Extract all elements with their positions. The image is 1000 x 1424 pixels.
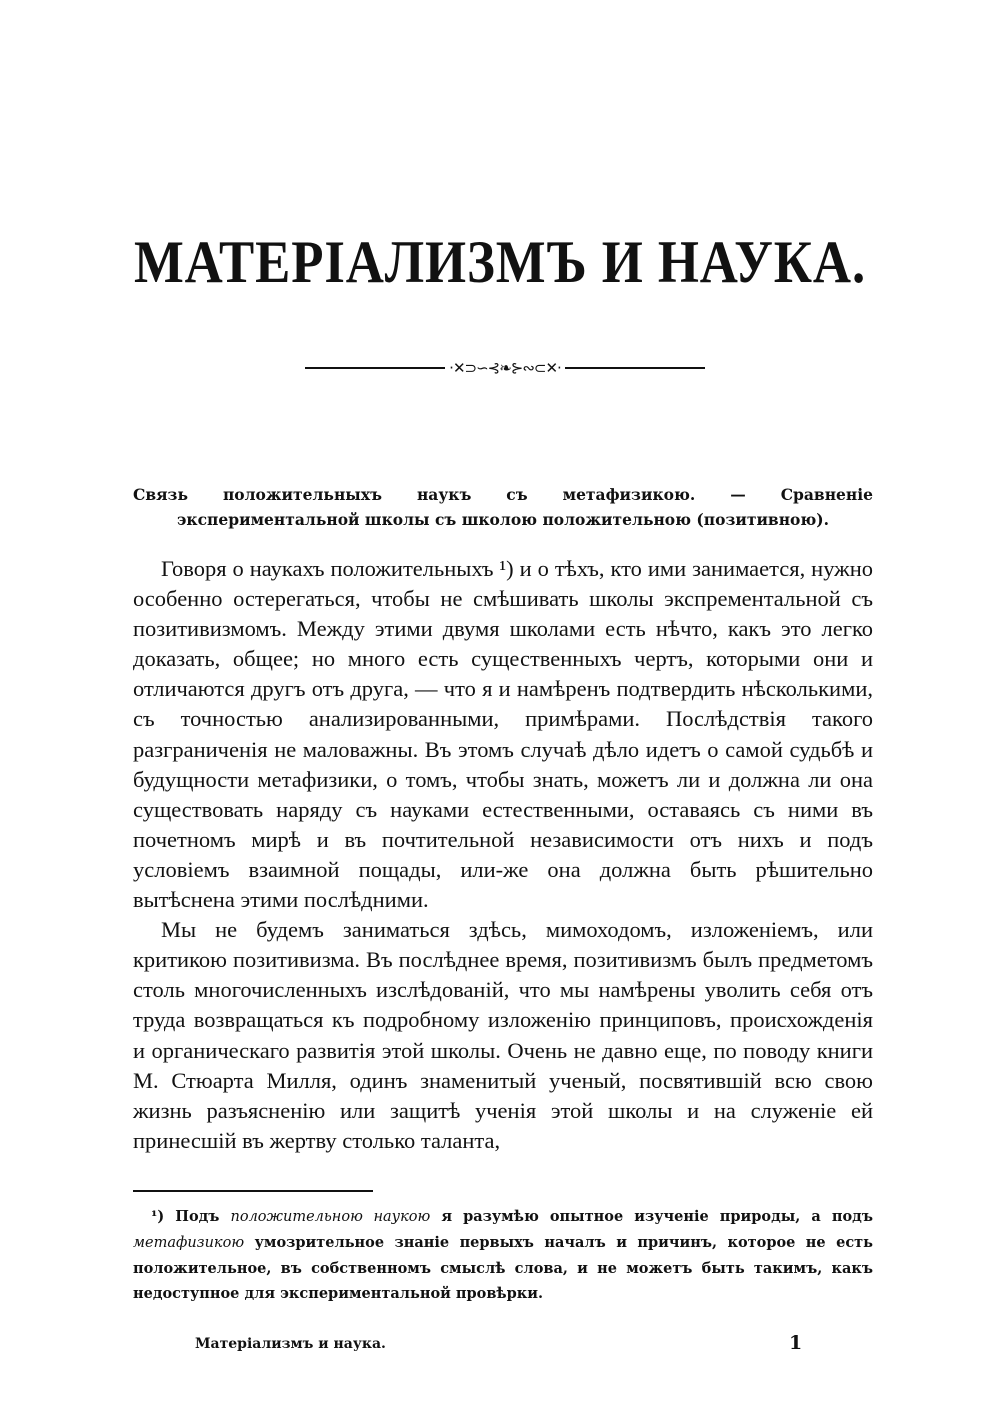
body-text	[133, 554, 873, 1156]
footnote-divider	[133, 1190, 373, 1192]
footnote-marker: ¹)	[151, 1208, 165, 1225]
chapter-summary: Связь положительныхъ наукъ съ метафизикою. — Сравненіе экспериментальной школы съ школою положительною (позитивною).	[133, 485, 873, 529]
divider-rule-right	[565, 367, 705, 369]
divider-rule-left	[305, 367, 445, 369]
page-title: МАТЕРІАЛИЗМЪ И НАУКА.	[133, 229, 867, 295]
footnote-term-metaphysics: метафизикою	[133, 1235, 245, 1251]
footnote-lead: Подъ	[175, 1208, 220, 1225]
paragraph: Мы не будемъ заниматься здѣсь, мимоходомъ, изложеніемъ, или критикою позитивизма. Въ послѣднее время, позитивизмъ былъ предметомъ столь многочисленныхъ изслѣдованій, что мы намѣрены уволить себя отъ труда возвращаться къ подробному изложенію принциповъ, происхожденія и органическаго развитія этой школы. Очень не давно еще, по поводу книги М. Стюарта Милля, одинъ знаменитый ученый, посвятившій всю свою жизнь разъясненію или защитѣ ученія этой школы и на служеніе ей принесшій въ жертву столько таланта,	[133, 917, 873, 1153]
footnote-mid: я разумѣю опытное изученіе природы, а подъ	[441, 1208, 873, 1225]
ornament-divider	[305, 356, 705, 380]
footnote	[133, 1204, 873, 1306]
footnote-rest: умозрительное знаніе первыхъ началъ и причинъ, которое не есть положительное, въ собственномъ смыслѣ слова, и не можетъ быть такимъ, какъ недоступное для экспериментальной провѣрки.	[133, 1234, 873, 1302]
running-footer: Матеріализмъ и наука.	[195, 1336, 386, 1352]
paragraph: Говоря о наукахъ положительныхъ ¹) и о тѣхъ, кто ими занимается, нужно особенно остерегаться, чтобы не смѣшивать школы экспрементальной съ позитивизмомъ. Между этими двумя школами есть нѣчто, какъ это легко доказать, общее; но много есть существенныхъ чертъ, которыми они и отличаются другъ отъ друга, — что я и намѣренъ подтвердить нѣсколькими, съ точностью анализированными, примѣрами. Послѣдствія такого разграниченія не маловажны. Въ этомъ случаѣ дѣло идетъ о самой судьбѣ и будущности метафизики, о томъ, чтобы знать, можетъ ли и должна ли она существовать наряду съ науками естественными, оставаясь съ ними въ почетномъ мирѣ и въ почтительной независимости отъ нихъ и подъ условіемъ взаимной пощады, или-же она должна быть рѣшительно вытѣснена этими послѣдними.	[133, 556, 873, 913]
flourish-ornament-icon: ·✕⊃∽⊰❧⊱∾⊂✕·	[449, 359, 561, 377]
page-number: 1	[789, 1332, 803, 1354]
footnote-term-positive-science: положительною наукою	[230, 1209, 431, 1225]
